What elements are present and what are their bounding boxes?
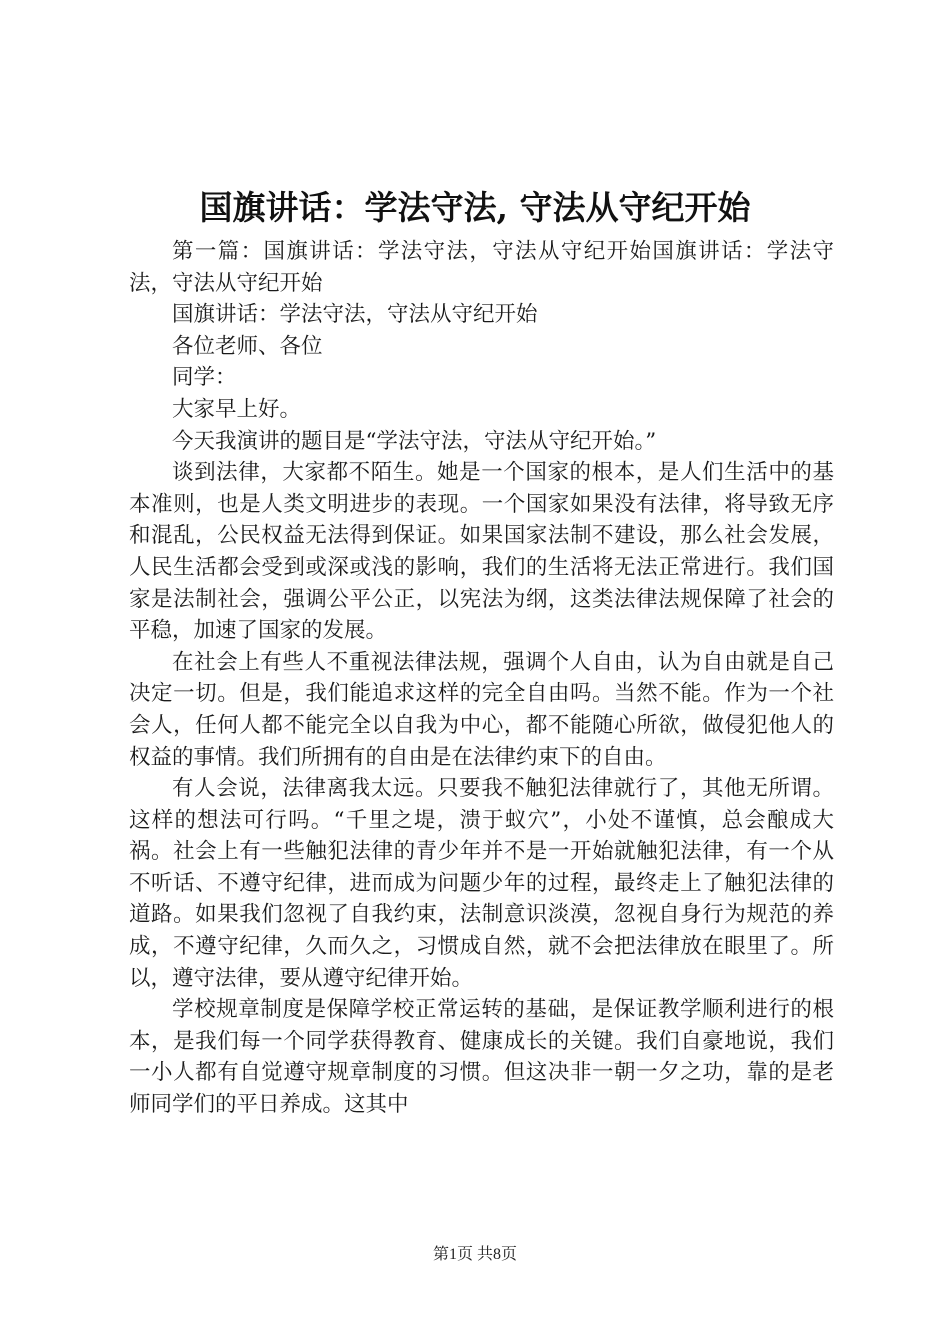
paragraph: 有人会说，法律离我太远。只要我不触犯法律就行了，其他无所谓。这样的想法可行吗。“千里之堤，溃于蚁穴”，小处不谨慎，总会酿成大祸。社会上有一些触犯法律的青少年并不是一开始就触犯法律，有一个从不听话、不遵守纪律，进而成为问题少年的过程，最终走上了触犯法律的道路。如果我们忽视了自我约束，法制意识淡漠，忽视自身行为规范的养成，不遵守纪律，久而久之，习惯成自然，就不会把法律放在眼里了。所以，遵守法律，要从遵守纪律开始。 — [129, 776, 834, 991]
document-body — [129, 236, 834, 1121]
paragraph: 谈到法律，大家都不陌生。她是一个国家的根本，是人们生活中的基本准则，也是人类文明进步的表现。一个国家如果没有法律，将导致无序和混乱，公民权益无法得到保证。如果国家法制不建设，那么社会发展，人民生活都会受到或深或浅的影响，我们的生活将无法正常进行。我们国家是法制社会，强调公平公正，以宪法为纲，这类法律法规保障了社会的平稳，加速了国家的发展。 — [129, 460, 834, 644]
paragraph: 在社会上有些人不重视法律法规，强调个人自由，认为自由就是自己决定一切。但是，我们能追求这样的完全自由吗。当然不能。作为一个社会人，任何人都不能完全以自我为中心，都不能随心所欲，做侵犯他人的权益的事情。我们所拥有的自由是在法律约束下的自由。 — [129, 649, 834, 770]
paragraph: 大家早上好。 — [172, 396, 302, 422]
page-number-footer: 第1页 共8页 — [432, 1246, 517, 1263]
paragraph: 第一篇：国旗讲话：学法守法，守法从守纪开始国旗讲话：学法守法，守法从守纪开始 — [129, 239, 834, 296]
paragraph: 学校规章制度是保障学校正常运转的基础，是保证教学顺利进行的根本，是我们每一个同学获得教育、健康成长的关键。我们自豪地说，我们一小人都有自觉遵守规章制度的习惯。但这决非一朝一夕之功，靠的是老师同学们的平日养成。这其中 — [129, 997, 834, 1118]
document-title: 国旗讲话：学法守法, 守法从守纪开始 — [199, 188, 751, 227]
paragraph: 今天我演讲的题目是“学法守法，守法从守纪开始。” — [172, 428, 657, 454]
paragraph: 各位老师、各位 — [172, 333, 323, 359]
paragraph: 国旗讲话：学法守法，守法从守纪开始 — [172, 302, 538, 328]
paragraph: 同学： — [172, 365, 237, 391]
